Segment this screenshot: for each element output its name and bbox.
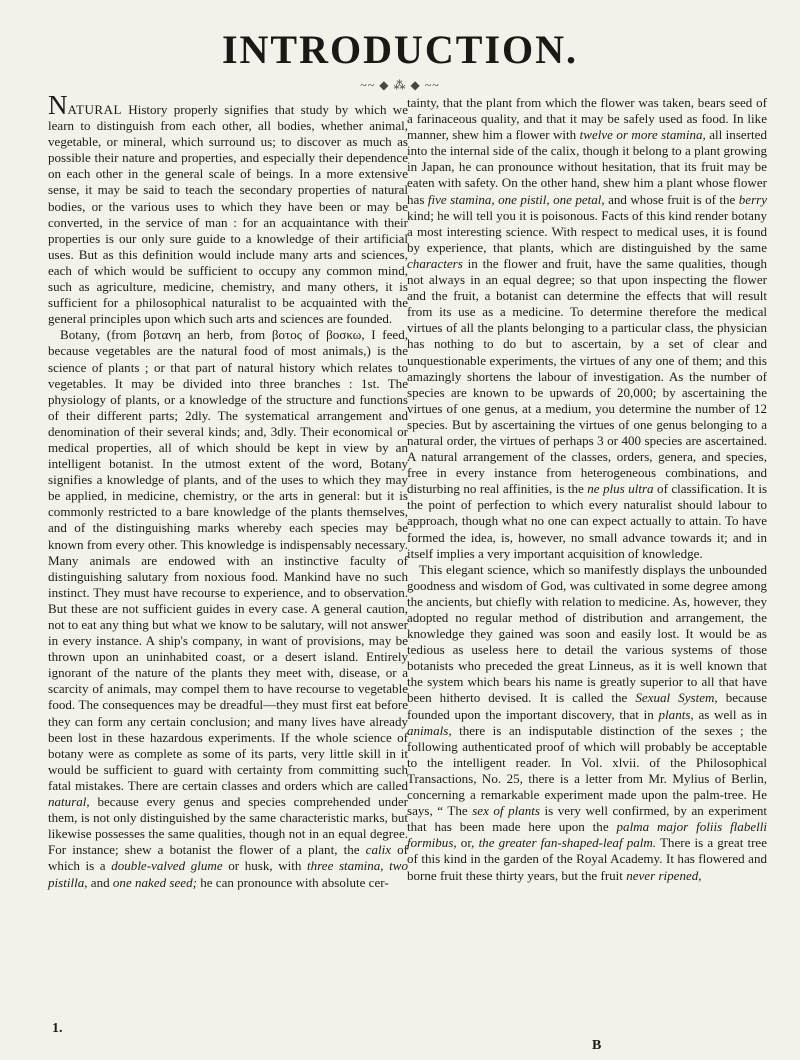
- italic-phrase: the greater fan-shaped-leaf palm.: [478, 835, 657, 851]
- italic-phrase: characters: [407, 255, 463, 271]
- paragraph-text: in the flower and fruit, have the same qualities, though not always in an equal degree; so that upon inspecting the flower and the fruit, a botanist can determine the effects that will result from its use as a medicine. To determine therefore the medical virtues of all the plants belonging to a particular class, the physician has nothing to do but to ascertain, by a set of clear and unquestionable experiments, the virtues of any one of them; and this amazingly shortens the labour of investigation. As the number of species are known to be upwards of 20,000; by ascertaining the virtues of one genus, at a medium, you determine the number of 12 species. But by ascertaining the virtues of one genus belonging to a natural order, the virtues of perhaps 3 or 400 species are ascertained. A natural arrangement of the classes, orders, genera, and species, free in every instance from heterogeneous combinations, and disturbing no real affinities, is the: [407, 255, 767, 497]
- italic-phrase: berry: [738, 191, 768, 207]
- italic-phrase: three stamina, two pistilla,: [48, 858, 409, 890]
- paragraph-continuation: [407, 95, 767, 562]
- page-title: INTRODUCTION.: [221, 27, 579, 72]
- italic-phrase: calix: [365, 842, 392, 858]
- italic-phrase: natural,: [48, 794, 90, 810]
- paragraph-text: or,: [456, 835, 475, 851]
- paragraph-elegant-science: [407, 562, 767, 884]
- paragraph-text: and whose fruit is of the: [604, 191, 736, 207]
- paragraph-text: There is a great tree of this kind in the garden of the Royal Academy. It has flowered and borne fruit these thirty years, but the fruit: [407, 835, 768, 883]
- italic-phrase: sex of plants: [472, 803, 540, 819]
- right-column: [407, 95, 767, 884]
- title-ornament: ~~ ◆ ⁂ ◆ ~~: [360, 78, 440, 92]
- paragraph-text: as well as in: [693, 706, 767, 722]
- drop-cap: N: [48, 90, 68, 120]
- italic-phrase: never ripened,: [626, 867, 702, 883]
- paragraph-text: all inserted into the internal side of the calix, though it belong to a plant growing in Japan, he can pronounce without hesitation, that its fruit may be eaten with safety. On the other hand, shew him a plant whose flower has: [407, 127, 767, 207]
- paragraph-text: tainty, that the plant from which the flower was taken, bears seed of a farinaceous quality, and that it may be safely used as food. In like manner, shew him a flower with: [407, 95, 767, 143]
- italic-phrase: one naked seed;: [112, 874, 197, 890]
- italic-phrase: twelve or more stamina,: [579, 127, 706, 143]
- paragraph-text: History properly signifies that study by which we learn to distinguish from each other, all bodies, whether animal, vegetable, or mineral, which surround us; to discover as much as possible their nature and properties, and especially their dependence on each other in the general scale of beings. In a more extensive sense, it may be said to teach the secondary properties of natural bodies, or the various uses to which they have been or may be converted, in the service of man : for an acquaintance with their properties is our only sure guide to a knowledge of their artificial uses. But as this definition would include many arts and sciences, each of which would be sufficient to occupy any common mind, such as agriculture, medicine, chemistry, and many others, it is sufficient for a philosophical naturalist to be acquainted with the general principles upon which such arts and sciences are founded.: [48, 102, 408, 327]
- paragraph-text: or husk, with: [222, 858, 302, 874]
- italic-phrase: five stamina, one pistil, one petal,: [427, 191, 605, 207]
- paragraph-botany: [48, 327, 408, 890]
- page-signature-right: B: [592, 1038, 602, 1053]
- italic-phrase: plants,: [658, 706, 694, 722]
- paragraph-text: kind; he will tell you it is poisonous. Facts of this kind render botany a most interesting science. With respect to medical uses, it is found by experience, that plants, which are distinguished by the same: [407, 207, 767, 255]
- paragraph-text: he can pronounce with absolute cer-: [196, 874, 389, 890]
- paragraph-text: is very well confirmed, by an experiment that has been made here upon the: [407, 803, 768, 835]
- paragraph-text: Botany, (from βοτανη an herb, from βοτος of βοσκω, I feed, because vegetables are the natural food of most animals,) is the science of plants ; or that part of natural history which relates to vegetables. It may be divided into three branches : 1st. The physiology of plants, or a knowledge of the structure and functions of their different parts; 2dly. The systematical arrangement and denomination of their several kinds; and, 3dly. Their economical or medical properties, all of which should be kept in view by an intelligent botanist. In the utmost extent of the word, Botany signifies a knowledge of plants, and of the uses to which they may be applied, in medicine, chemistry, or the arts in general: but it is commonly restricted to a bare knowledge of the plants themselves, and of the distinguishing marks whereby each species may be known from every other. This knowledge is indispensably necessary. Many animals are endowed with an instinctive faculty of distinguishing salutary from noxious food. Mankind have no such instinct. They must have recourse to experience, and to observation. But these are not sufficient guides in every case. A general caution, not to eat any thing but what we know to be salutary, will not answer in every instance. A ship's company, in want of provisions, may be thrown upon an uninhabited coast, or a desert island. Entirely ignorant of the nature of the plants they meet with, disease, or a scarcity of animals, may compel them to have recourse to vegetable food. The consequences may be dreadful—they must first eat before they can form any certain conclusion; and many lives have already been lost in these hazardous experiments. If the whole science of botany were as complete as some of its parts, very little skill in it would be sufficient to guard with certainty from committing such fatal mistakes. There are certain classes and orders which are called: [48, 327, 408, 793]
- italic-phrase: palma major foliis flabelli formibus,: [407, 819, 768, 851]
- paragraph-text: because every genus and species comprehended under them, is not only distinguished by the same characteristic marks, but likewise possesses the same qualities, though not in an equal degree. For instance; shew a botanist the flower of a plant, the: [48, 794, 408, 858]
- paragraph-text: This elegant science, which so manifestly displays the unbounded goodness and wisdom of God, was cultivated in some degree among the ancients, but chiefly with relation to medicine. As, however, they adopted no regular method of distribution and arrangement, the knowledge they gained was soon and easily lost. It would be as tedious as useless here to detail the various systems of those botanists who preceded the great Linneus, as it is well known that the system which bears his name is greatly superior to all that have been hitherto devised. It is called the: [407, 561, 767, 706]
- italic-phrase: animals,: [407, 722, 452, 738]
- italic-phrase: ne plus ultra: [587, 481, 654, 497]
- left-column: [48, 90, 409, 891]
- paragraph-text: and: [87, 874, 110, 890]
- page-signature-left: 1.: [52, 1021, 63, 1036]
- small-caps-word: ATURAL: [67, 102, 122, 117]
- paragraph-text: of classification. It is the point of perfection to which every naturalist should labour to approach, though what no one can expect actually to attain. To have formed the idea, is, however, no small advance towards it; and in itself implies a very important acquisition of knowledge.: [407, 481, 768, 561]
- paragraph-text: of which is a: [48, 842, 409, 874]
- paragraph-text: there is an indisputable distinction of the sexes ; the following authenticated proof of which will probably be acceptable to the intelligent reader. In Vol. xlvii. of the Philosophical Transactions, No. 25, there is a letter from Mr. Mylius of Berlin, concerning a remarkable experiment made upon the palm-tree. He says, “ The: [407, 722, 767, 819]
- italic-phrase: double-valved glume: [111, 858, 223, 874]
- paragraph-text: because founded upon the important discovery, that in: [407, 690, 767, 722]
- italic-phrase: Sexual System,: [635, 690, 718, 706]
- paragraph-natural-history: [48, 90, 408, 327]
